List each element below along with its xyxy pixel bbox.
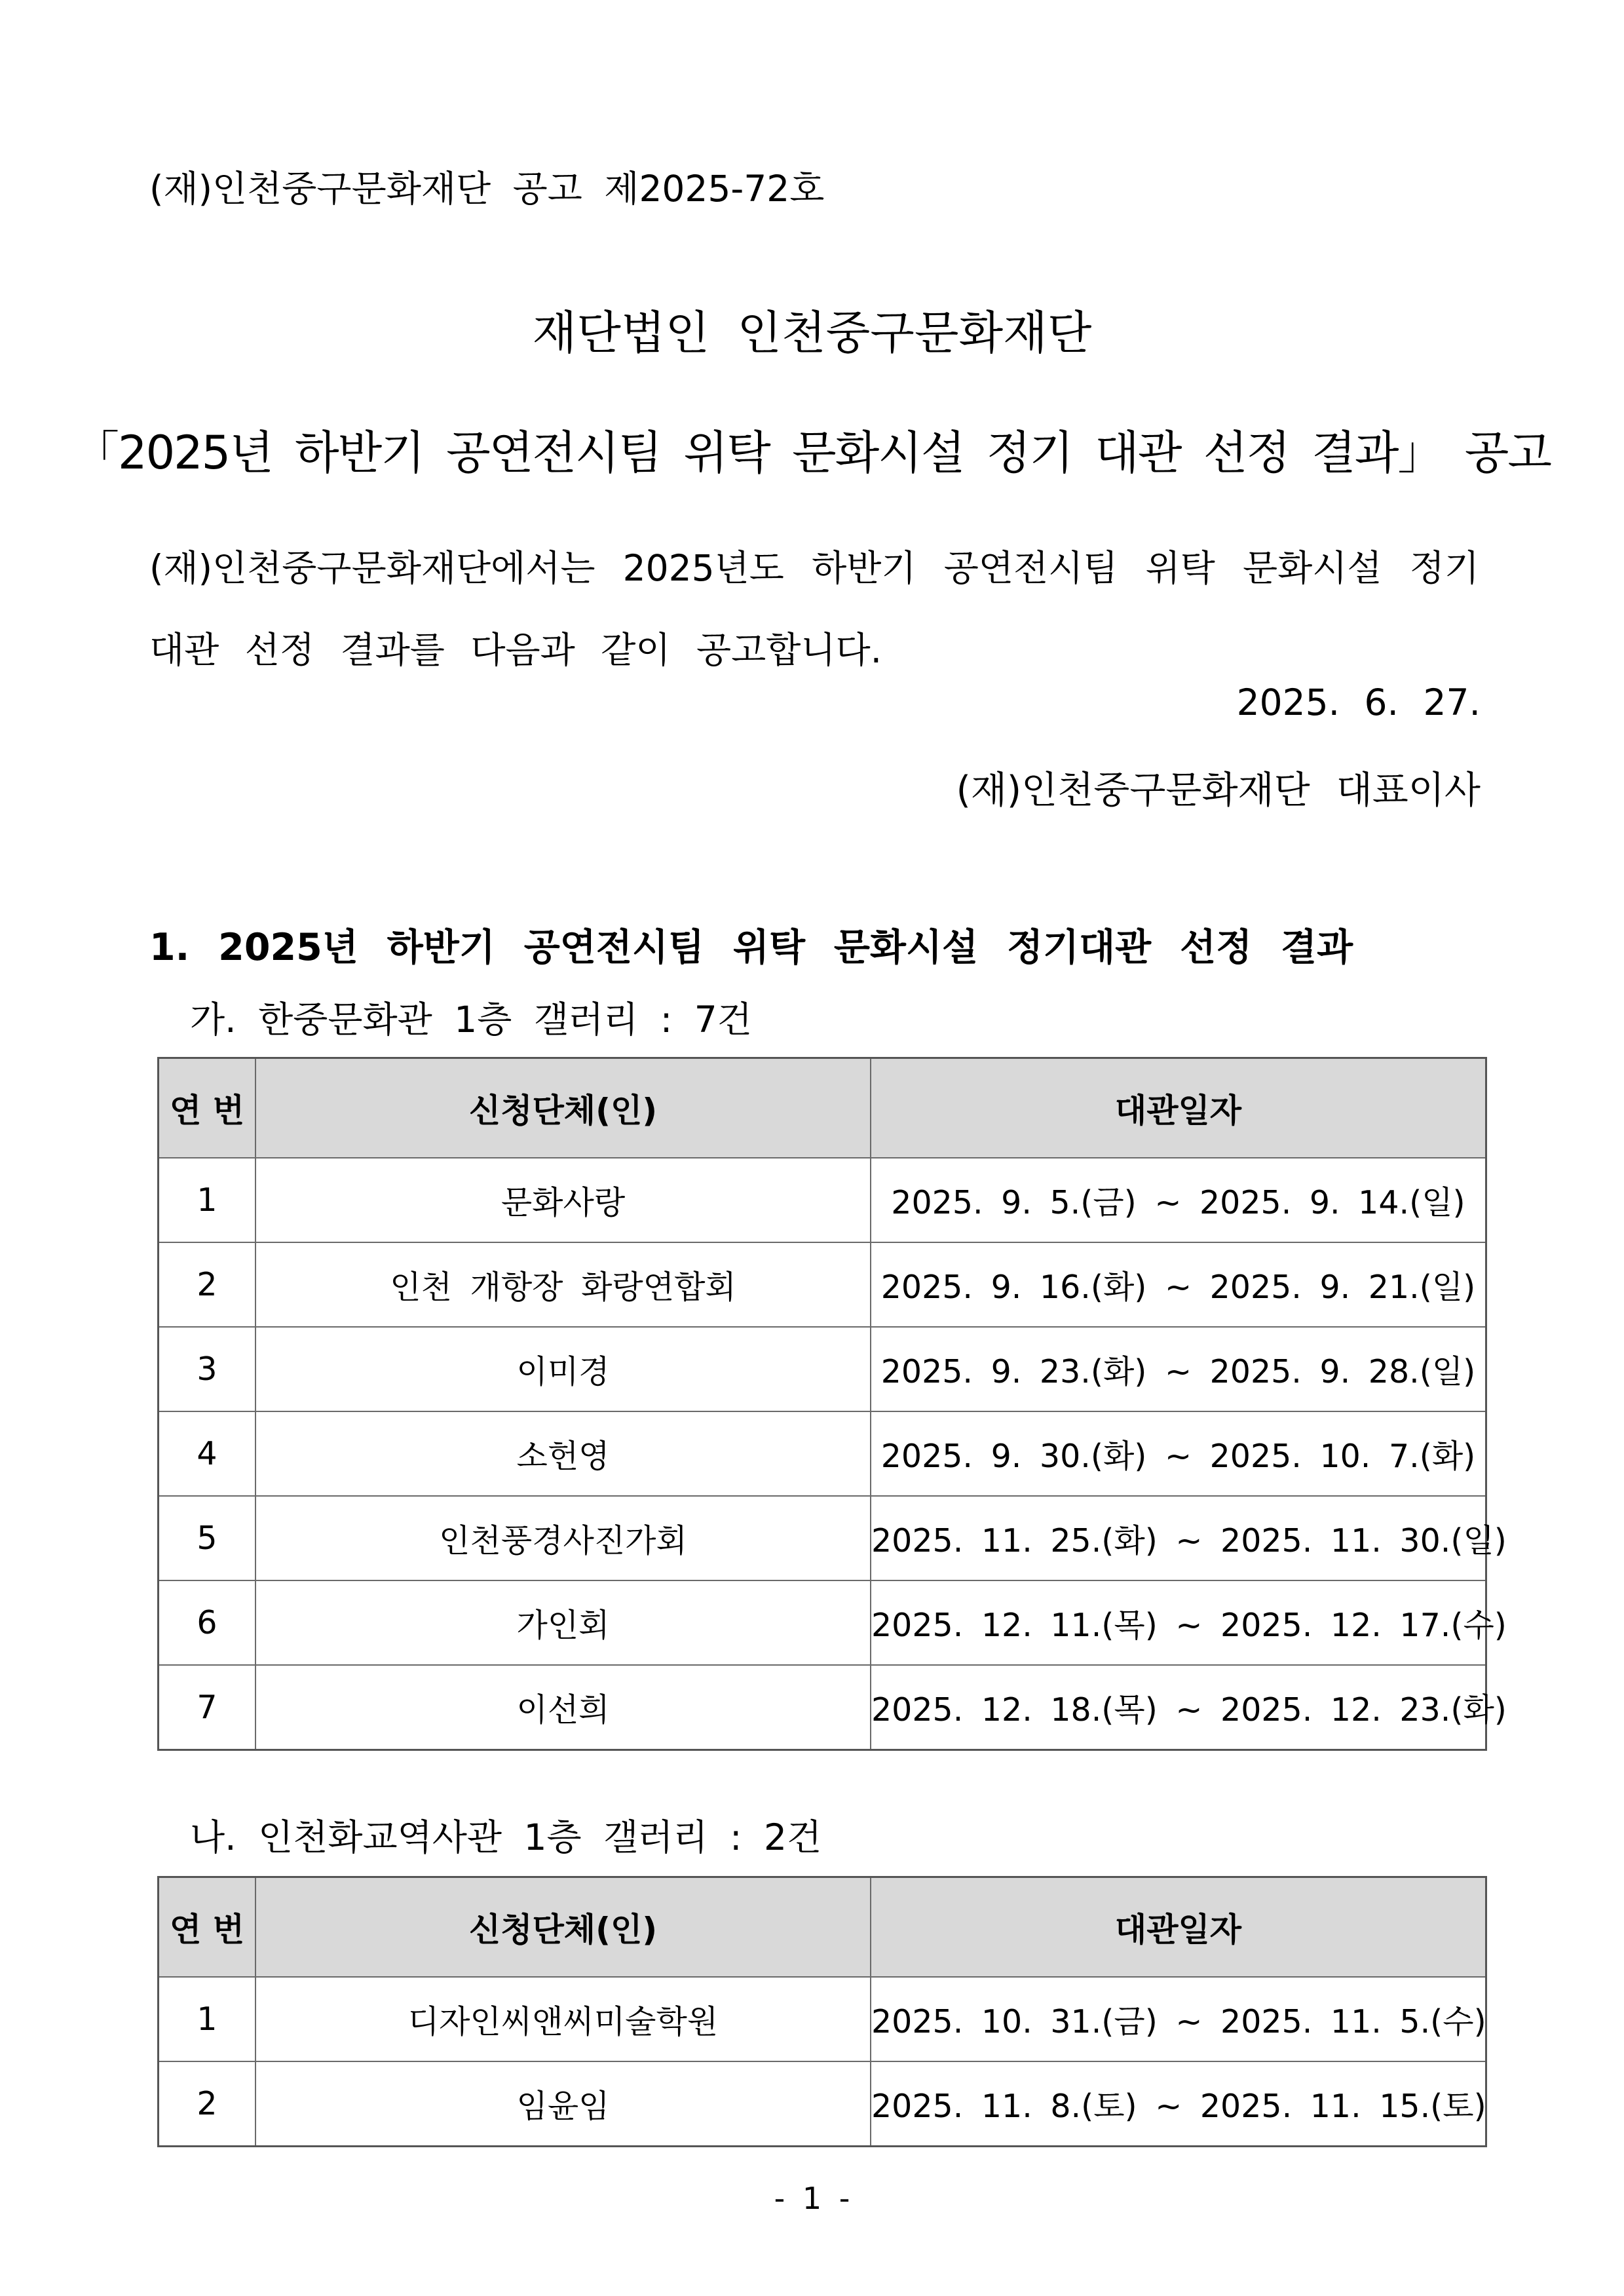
- table-row: [159, 2061, 1486, 2147]
- rental-dates: 2025. 9. 30.(화) ~ 2025. 10. 7.(화): [871, 1411, 1486, 1496]
- rental-dates: 2025. 12. 11.(목) ~ 2025. 12. 17.(수): [871, 1580, 1486, 1665]
- notice-date: 2025. 6. 27.: [1236, 681, 1481, 723]
- applicant: 디자인씨앤씨미술학원: [255, 1977, 871, 2061]
- table-row: [159, 1977, 1486, 2061]
- title-notice: 「2025년 하반기 공연전시팀 위탁 문화시설 정기 대관 선정 결과」 공고: [73, 426, 1551, 480]
- row-number: 1: [159, 1158, 256, 1242]
- column-header-applicant: 신청단체(인): [255, 1058, 871, 1158]
- table-row: [159, 1665, 1486, 1750]
- venue-b-heading: 나. 인천화교역사관 1층 갤러리 : 2건: [190, 1816, 822, 1858]
- column-header-applicant: 신청단체(인): [255, 1877, 871, 1978]
- applicant: 임윤임: [255, 2061, 871, 2147]
- row-number: 6: [159, 1580, 256, 1665]
- applicant: 인천 개항장 화랑연합회: [255, 1242, 871, 1327]
- table-row: [159, 1580, 1486, 1665]
- issuer: (재)인천중구문화재단 대표이사: [956, 769, 1481, 812]
- applicant: 소헌영: [255, 1411, 871, 1496]
- table-row: [159, 1496, 1486, 1580]
- notice-number: (재)인천중구문화재단 공고 제2025-72호: [149, 168, 825, 210]
- section-title: 1. 2025년 하반기 공연전시팀 위탁 문화시설 정기대관 선정 결과: [149, 926, 1353, 969]
- applicant: 문화사랑: [255, 1158, 871, 1242]
- row-number: 7: [159, 1665, 256, 1750]
- column-header-number: 연 번: [159, 1877, 256, 1978]
- table-row: [159, 1411, 1486, 1496]
- column-header-number: 연 번: [159, 1058, 256, 1158]
- applicant: 가인회: [255, 1580, 871, 1665]
- row-number: 5: [159, 1496, 256, 1580]
- venue-a-table: [157, 1057, 1507, 1751]
- row-number: 2: [159, 1242, 256, 1327]
- table-row: [159, 1327, 1486, 1411]
- column-header-rental-dates: 대관일자: [871, 1877, 1486, 1978]
- table-row: [159, 1158, 1486, 1242]
- row-number: 3: [159, 1327, 256, 1411]
- title-organization: 재단법인 인천중구문화재단: [532, 306, 1092, 360]
- table-row: [159, 1242, 1486, 1327]
- intro-paragraph: (재)인천중구문화재단에서는 2025년도 하반기 공연전시팀 위탁 문화시설 정기대관 선정 결과를 다음과 같이 공고합니다.: [149, 547, 1479, 671]
- rental-dates: 2025. 11. 8.(토) ~ 2025. 11. 15.(토): [871, 2061, 1486, 2147]
- rental-dates: 2025. 9. 5.(금) ~ 2025. 9. 14.(일): [871, 1158, 1486, 1242]
- row-number: 1: [159, 1977, 256, 2061]
- applicant: 인천풍경사진가회: [255, 1496, 871, 1580]
- venue-b-table: [157, 1876, 1487, 2147]
- rental-dates: 2025. 9. 16.(화) ~ 2025. 9. 21.(일): [871, 1242, 1486, 1327]
- rental-dates: 2025. 9. 23.(화) ~ 2025. 9. 28.(일): [871, 1327, 1486, 1411]
- table-header-row: [159, 1877, 1486, 1978]
- table-header-row: [159, 1058, 1486, 1158]
- applicant: 이미경: [255, 1327, 871, 1411]
- column-header-rental-dates: 대관일자: [871, 1058, 1486, 1158]
- page-number: - 1 -: [774, 2181, 850, 2216]
- rental-dates: 2025. 11. 25.(화) ~ 2025. 11. 30.(일): [871, 1496, 1486, 1580]
- row-number: 4: [159, 1411, 256, 1496]
- applicant: 이선희: [255, 1665, 871, 1750]
- row-number: 2: [159, 2061, 256, 2147]
- rental-dates: 2025. 10. 31.(금) ~ 2025. 11. 5.(수): [871, 1977, 1486, 2061]
- venue-a-heading: 가. 한중문화관 1층 갤러리 : 7건: [190, 999, 752, 1041]
- rental-dates: 2025. 12. 18.(목) ~ 2025. 12. 23.(화): [871, 1665, 1486, 1750]
